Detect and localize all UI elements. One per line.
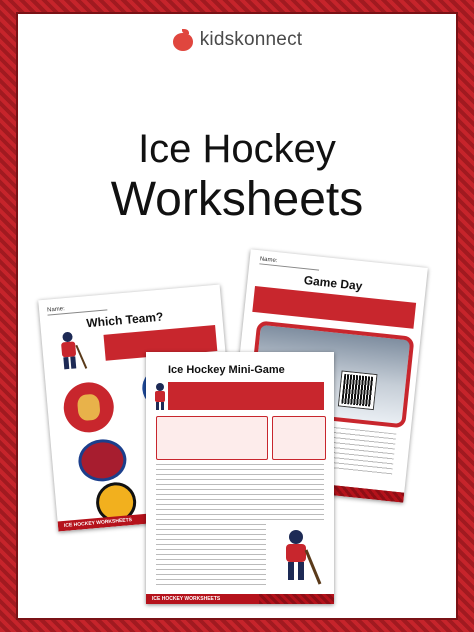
team-logo-icon — [77, 437, 128, 483]
worksheet-preview-mini-game — [146, 352, 334, 604]
worksheet-title: Ice Hockey Mini-Game — [168, 364, 285, 376]
brand-logo[interactable] — [0, 24, 474, 56]
rules-text — [156, 524, 266, 586]
apple-icon — [172, 29, 194, 51]
materials-box — [272, 416, 326, 460]
team-logo-detail — [77, 393, 101, 421]
name-field-label: Name: — [259, 256, 320, 270]
worksheet-title: Game Day — [303, 273, 364, 294]
qr-code-icon — [339, 372, 376, 409]
worksheet-footer: ICE HOCKEY WORKSHEETS — [146, 594, 334, 604]
worksheet-title: Which Team? — [85, 309, 164, 331]
worksheet-footer: ICE HOCKEY WORKSHEETS — [58, 506, 240, 532]
hockey-player-icon — [272, 528, 324, 588]
hockey-player-icon — [150, 382, 170, 412]
variations-box — [156, 416, 268, 460]
hockey-player-icon — [49, 328, 89, 375]
rules-text — [156, 464, 324, 520]
page-title-line-1: Ice Hockey — [138, 127, 336, 171]
brand-name: kidskonnect — [199, 29, 303, 50]
page-title-line-2: Worksheets — [110, 173, 364, 226]
instructions-box — [168, 382, 324, 410]
name-field-label: Name: — [47, 302, 107, 315]
